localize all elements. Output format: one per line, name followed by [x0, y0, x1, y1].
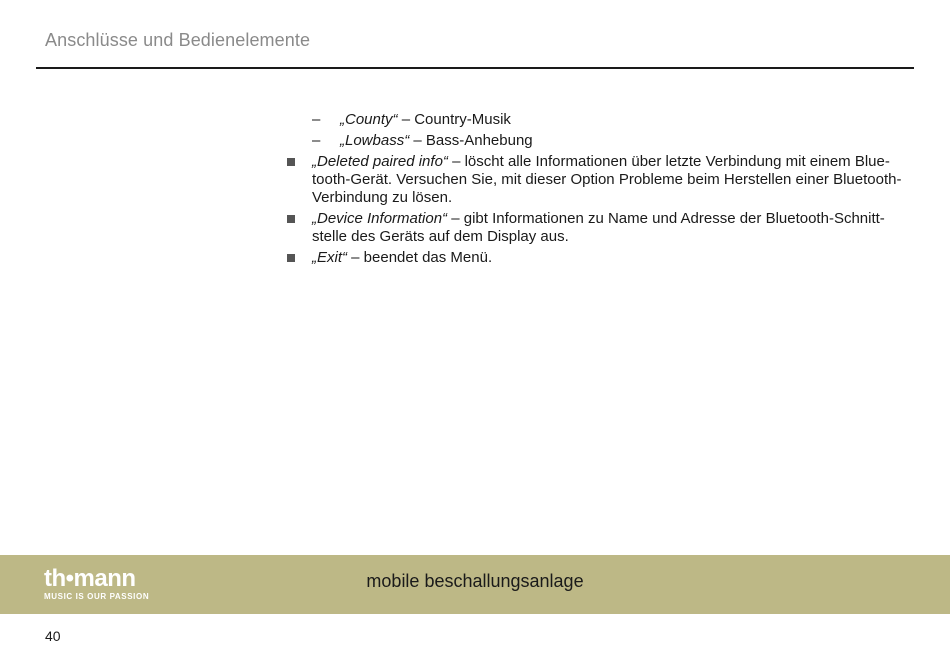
- sub-list-item: [285, 132, 905, 150]
- option-term: „Lowbass“: [340, 132, 410, 149]
- option-description: – löscht alle Informationen über letzte Verbindung mit einem Blue-: [447, 153, 890, 170]
- dash-marker: –: [312, 111, 321, 128]
- sub-list-item: [285, 111, 905, 129]
- option-description: – Bass-Anhebung: [409, 132, 533, 149]
- logo-wordmark: th•mann: [44, 565, 136, 592]
- page-header-title: Anschlüsse und Bedienelemente: [45, 30, 311, 50]
- option-term: „Deleted paired info“: [312, 153, 448, 170]
- square-bullet-icon: [287, 254, 295, 262]
- option-description: – beendet das Menü.: [347, 249, 493, 266]
- bullet-item-exit: [285, 249, 905, 267]
- logo-tagline: MUSIC IS OUR PASSION: [44, 592, 150, 601]
- menu-options-list: [285, 111, 905, 270]
- option-term: „Device Information“: [312, 210, 448, 227]
- square-bullet-icon: [287, 215, 295, 223]
- option-description: – gibt Informationen zu Name und Adresse der Bluetooth-Schnitt-: [447, 210, 885, 227]
- product-name: mobile beschallungsanlage: [366, 571, 584, 591]
- option-description: Verbindung zu lösen.: [312, 189, 453, 206]
- option-term: „County“: [340, 111, 398, 128]
- bullet-item-deleted-paired-info: [285, 153, 905, 207]
- option-description: – Country-Musik: [397, 111, 511, 128]
- square-bullet-icon: [287, 158, 295, 166]
- option-description: stelle des Geräts auf dem Display aus.: [312, 228, 569, 245]
- page-number: 40: [45, 628, 61, 644]
- option-description: tooth-Gerät. Versuchen Sie, mit dieser Option Probleme beim Herstellen einer Bluetooth-: [312, 171, 902, 188]
- bullet-item-device-information: [285, 210, 905, 246]
- header-divider: [36, 67, 914, 69]
- option-term: „Exit“: [312, 249, 347, 266]
- dash-marker: –: [312, 132, 321, 149]
